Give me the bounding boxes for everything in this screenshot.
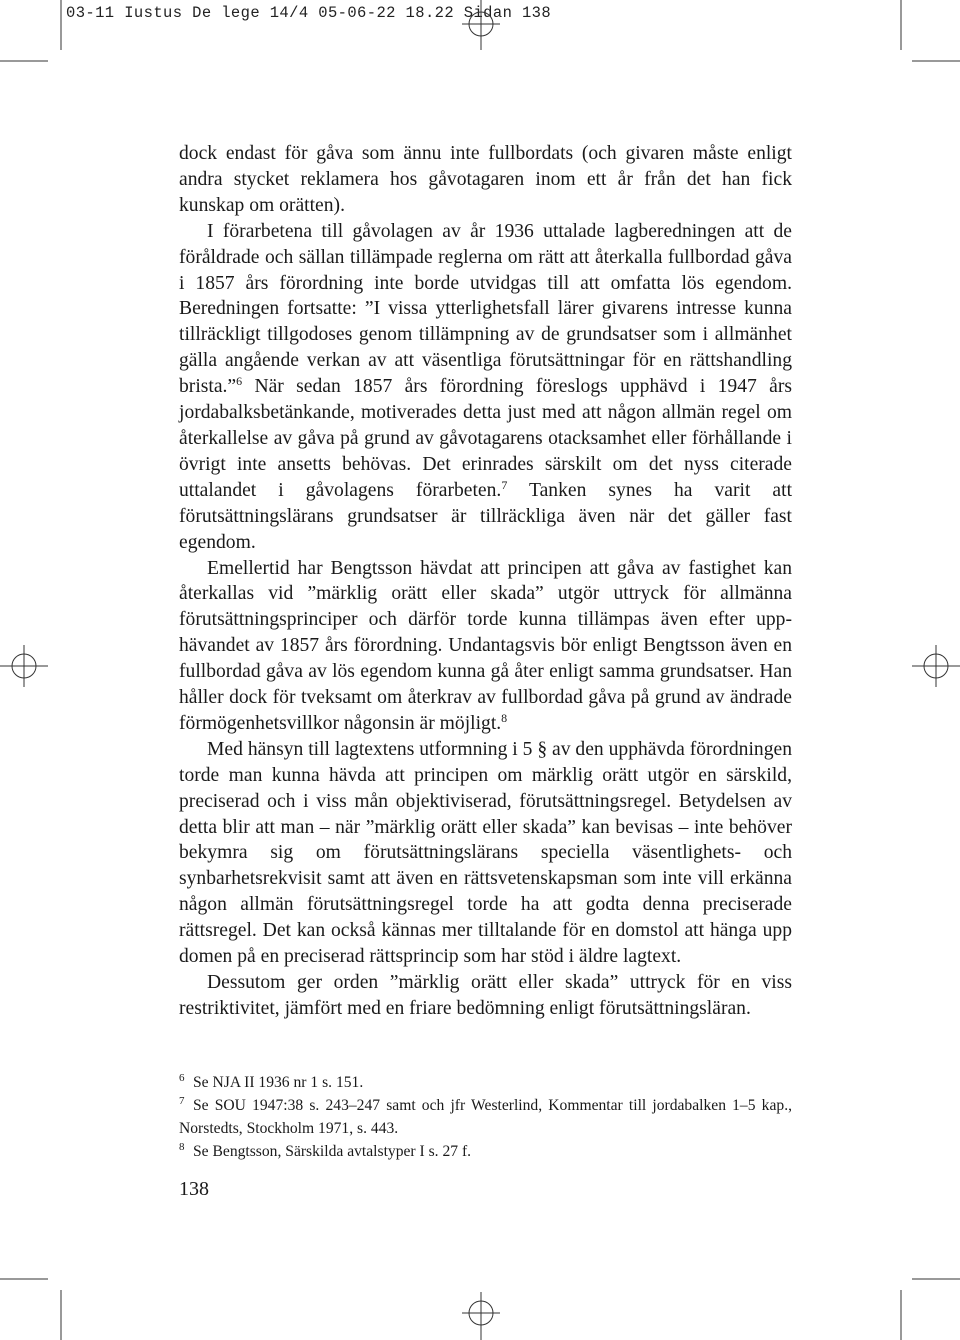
print-slug-line: 03-11 Iustus De lege 14/4 05-06-22 18.22 Sidan 138 [66,4,552,22]
paragraph-text: Emellertid har Bengtsson hävdat att principen att gåva av fastighet kan återkallas vid ”märklig orätt eller skada” utgör uttryck för allmänna förutsättningsprinciper och därför torde kunna tillämpas även efter upphävandet av 1857 års förordning. Undantagsvis bör enligt Bengtsson även en fullbordad gåva av lös egendom kunna gå åter enligt samma grundsatser. Han håller dock för tveksamt om återkrav av fullbordad gåva på grund av ändrade förmögenhetsvillkor någonsin är möjligt. [179,557,792,734]
paragraph-text: När sedan 1857 års förordning föreslogs upphävd i 1947 års jordabalksbetänkande, motiverades detta just med att någon allmän regel om återkallelse av gåva på grund av gåvotagarens otacksamhet eller förhållande i övrigt inte ansetts behövas. Det erinrades särskilt om det nyss citerade uttalandet i gåvolagens förarbeten. [179,376,792,501]
paragraph-text: I förarbetena till gåvolagen av år 1936 uttalade lagberedningen att de föråldrade och sällan tillämpade reglerna om rätt att återkalla fullbordad gåva i 1857 års förordning inte borde utvidgas till att omfatta lös egendom. Beredningen fortsatte: ”I vissa ytterlighetsfall lärer givarens intresse kunna tillräckligt tillgodoses genom tillämpning av de grundsatser som i allmänhet gälla angående verkan av att väsentliga förutsättningar för en rättshandling brista.” [179,220,792,398]
page-number: 138 [179,1178,209,1200]
paragraph-text: dock endast för gåva som ännu inte fullbordats (och givaren måste enligt andra stycket reklamera hos gåvotagaren inom ett år från det han fick kunskap om orätten). [179,143,792,216]
paragraph-text: Dessutom ger orden ”märklig orätt eller skada” uttryck för en viss restriktivitet, jämfört med en friare bedömning enligt förutsättningsläran. [179,972,792,1019]
body-text [179,141,792,1022]
registration-mark-left [0,645,48,687]
paragraph [179,556,792,737]
footnote: 7 Se SOU 1947:38 s. 243–247 samt och jfr Westerlind, Kommentar till jordabalken 1–5 kap., Norstedts, Stockholm 1971, s. 443. [179,1095,792,1137]
footnote-text: Se Bengtsson, Särskilda avtalstyper I s. 27 f. [193,1143,472,1160]
paragraph [179,737,792,970]
footnote-text: Se SOU 1947:38 s. 243–247 samt och jfr Westerlind, Kommentar till jordabalken 1–5 kap., Norstedts, Stockholm 1971, s. 443. [179,1097,792,1137]
footnote-reference: 7 [501,477,508,492]
registration-mark-top [462,0,500,50]
footnote-reference: 8 [501,710,508,725]
footnotes [179,1071,792,1163]
paragraph-text: Med hänsyn till lagtextens utformning i 5 § av den upphävda förordningen torde man kunna hävda att principen om märklig orätt utgör en särskild, preciserad och i viss mån objektiviserad, förutsättningsregel. Betydelsen av detta blir att man – när ”märklig orätt eller skada” kan bevisas – inte behöver bekymra sig om förutsättningslärans speciella väsentlighets- och synbarhetsrekvisit samt att även en rättsvetenskapsman som inte vill erkänna någon allmän förutsättningsregel torde ha att godta denna preciserade rättsregel. Det kan också kännas mer tilltalande för en domstol att hänga upp domen på en preciserad rättsprincip som har stöd i äldre lagtext. [179,738,792,968]
paragraph [179,970,792,1022]
paragraph-text: Tanken synes ha varit att förutsättningslärans grundsatser är tillräckliga även när det gäller fast egendom. [179,479,793,553]
registration-mark-bottom [462,1292,500,1340]
footnote: 6 Se NJA II 1936 nr 1 s. 151. [179,1072,364,1091]
footnote-text: Se NJA II 1936 nr 1 s. 151. [193,1074,364,1091]
footnote-reference: 6 [236,374,243,389]
footnote: 8 Se Bengtsson, Särskilda avtalstyper I s. 27 f. [179,1141,472,1160]
paragraph [179,219,792,556]
registration-mark-right [912,645,960,687]
paragraph [179,141,792,219]
